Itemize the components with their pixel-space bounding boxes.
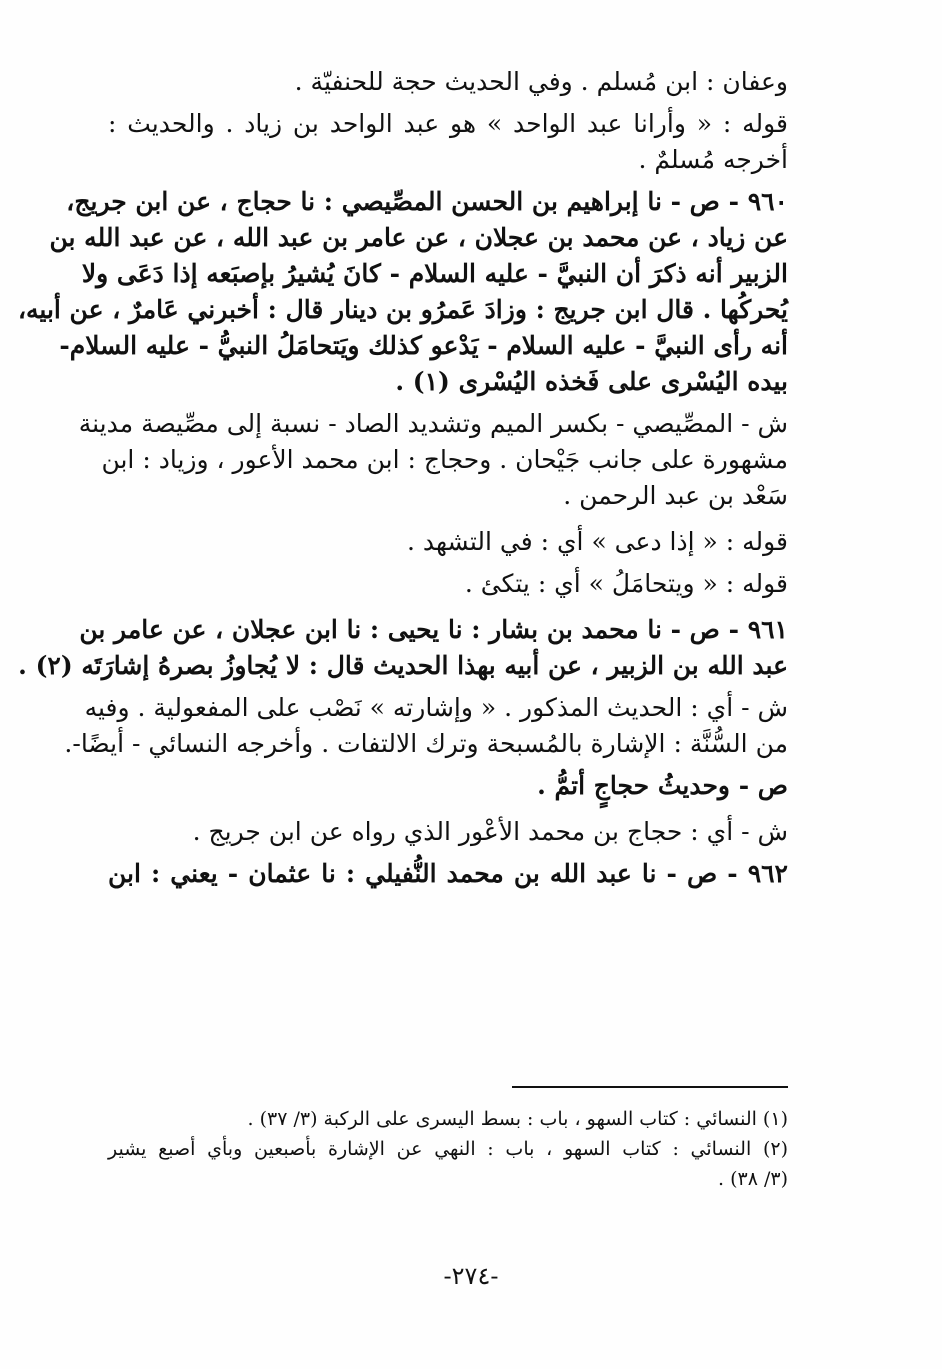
commentary-line: ش - أي : الحديث المذكور . « وإشارته » نَصْب على المفعولية . وفيه [84, 693, 788, 722]
hadith-line: عبد الله بن الزبير ، عن أبيه بهذا الحديث قال : لا يُجاوزُ بصرهُ إشارَتَه (٢) . [18, 651, 788, 680]
main-text [17, 64, 788, 892]
text-line: قوله : « ويتحامَلُ » أي : يتكئ . [464, 569, 788, 598]
footnotes [108, 1104, 788, 1194]
hadith-line: عن زياد ، عن محمد بن عجلان ، عن عامر بن عبد الله ، عن عبد الله بن [49, 223, 788, 252]
text-line: قوله : « إذا دعى » أي : في التشهد . [406, 527, 788, 556]
footnote-divider [512, 1086, 788, 1088]
text-line: قوله : « وأرانا عبد الواحد » هو عبد الواحد بن زياد . والحديث : [108, 109, 788, 138]
hadith-line: ٩٦٢ - ص - نا عبد الله بن محمد النُّفيلي : نا عثمان - يعني : ابن [108, 859, 788, 888]
hadith-line: يُحركُها . قال ابن جريج : وزادَ عَمرُو بن دينار قال : أخبرني عَامرٌ ، عن أبيه، [17, 295, 788, 324]
hadith-line: بيده اليُسْرى على فَخذه اليُسْرى (١) . [395, 367, 788, 396]
commentary-line: مشهورة على جانب جَيْحان . وحجاج : ابن محمد الأعور ، وزياد : ابن [101, 445, 788, 474]
hadith-line: ٩٦٠ - ص - نا إبراهيم بن الحسن المصِّيصي : نا حجاج ، عن ابن جريج، [66, 187, 788, 216]
hadith-line: الزبير أنه ذكرَ أن النبيَّ - عليه السلام - كانَ يُشيرُ بإصبَعه إذا دَعَى ولا [81, 259, 788, 288]
commentary-line: سَعْد بن عبد الرحمن . [563, 481, 788, 510]
hadith-line: ٩٦١ - ص - نا محمد بن بشار : نا يحيى : نا ابن عجلان ، عن عامر بن [79, 615, 788, 644]
footnote-line: (١) النسائي : كتاب السهو ، باب : بسط اليسرى على الركبة (٣/ ٣٧) . [247, 1108, 788, 1130]
page-number: -٢٧٤- [443, 1262, 499, 1290]
commentary-line: ش - المصِّيصي - بكسر الميم وتشديد الصاد - نسبة إلى مصِّيصة مدينة [78, 409, 788, 438]
footnote-line: (٣/ ٣٨) . [717, 1168, 788, 1190]
text-line: وعفان : ابن مُسلم . وفي الحديث حجة للحنفيّة . [294, 67, 788, 96]
hadith-line: ص - وحديثُ حجاجٍ أتمُّ . [537, 771, 788, 800]
commentary-line: من السُّنَّة : الإشارة بالمُسبحة وترك الالتفات . وأخرجه النسائي - أيضًا-. [64, 729, 788, 758]
commentary-line: ش - أي : حجاج بن محمد الأعْور الذي رواه عن ابن جريج . [192, 817, 788, 846]
text-line: أخرجه مُسلمٌ . [638, 145, 788, 174]
hadith-line: أنه رأى النبيَّ - عليه السلام - يَدْعو كذلك ويَتحامَلُ النبيُّ - عليه السلام- [59, 331, 788, 360]
footnote-line: (٢) النسائي : كتاب السهو ، باب : النهي عن الإشارة بأصبعين وبأي أصبع يشير [108, 1138, 788, 1160]
